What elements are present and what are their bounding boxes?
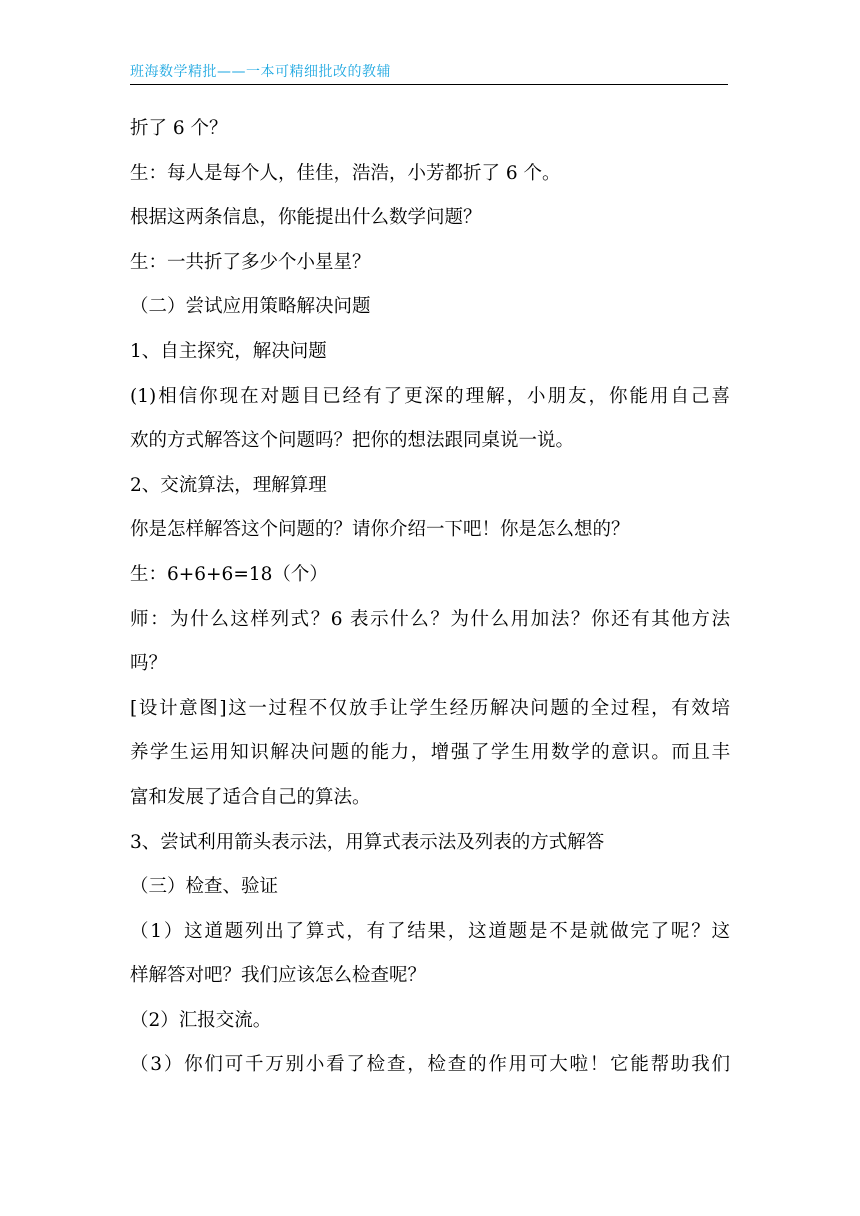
section-heading: （三）检查、验证 [130,876,279,898]
paragraph-line: 欢的方式解答这个问题吗？把你的想法跟同桌说一说。 [130,430,575,452]
paragraph-line: [设计意图]这一过程不仅放手让学生经历解决问题的全过程，有效培 [130,697,730,719]
section-heading: （二）尝试应用策略解决问题 [130,296,371,318]
subsection-heading: 3、尝试利用箭头表示法，用算式表示法及列表的方式解答 [130,831,605,853]
paragraph-line: （2）汇报交流。 [130,1009,272,1031]
paragraph-line: 生：每人是每个人，佳佳，浩浩，小芳都折了 6 个。 [130,162,561,184]
subsection-heading: 1、自主探究，解决问题 [130,340,327,362]
document-body [130,107,730,1088]
paragraph-line: 生：6+6+6=18（个） [130,563,328,585]
paragraph-line: 养学生运用知识解决问题的能力，增强了学生用数学的意识。而且丰 [130,742,730,764]
paragraph-line: 富和发展了适合自己的算法。 [130,786,371,808]
paragraph-line: 师：为什么这样列式？6 表示什么？为什么用加法？你还有其他方法 [130,608,730,630]
paragraph-line: 折了 6 个？ [130,118,228,139]
paragraph-line: (1)相信你现在对题目已经有了更深的理解，小朋友，你能用自己喜 [130,385,730,407]
paragraph-line: （1）这道题列出了算式，有了结果，这道题是不是就做完了呢？这 [130,920,730,942]
subsection-heading: 2、交流算法，理解算理 [130,474,327,496]
paragraph-line: 吗？ [130,653,168,675]
paragraph-line: （3）你们可千万别小看了检查，检查的作用可大啦！它能帮助我们 [130,1054,730,1076]
page-header [130,62,728,85]
paragraph-line: 样解答对吧？我们应该怎么检查呢？ [130,965,427,987]
paragraph-line: 生：一共折了多少个小星星？ [130,251,371,273]
header-title: 班海数学精批——一本可精细批改的教辅 [130,64,391,80]
paragraph-line: 你是怎样解答这个问题的？请你介绍一下吧！你是怎么想的？ [130,519,630,541]
paragraph-line: 根据这两条信息，你能提出什么数学问题？ [130,207,482,229]
